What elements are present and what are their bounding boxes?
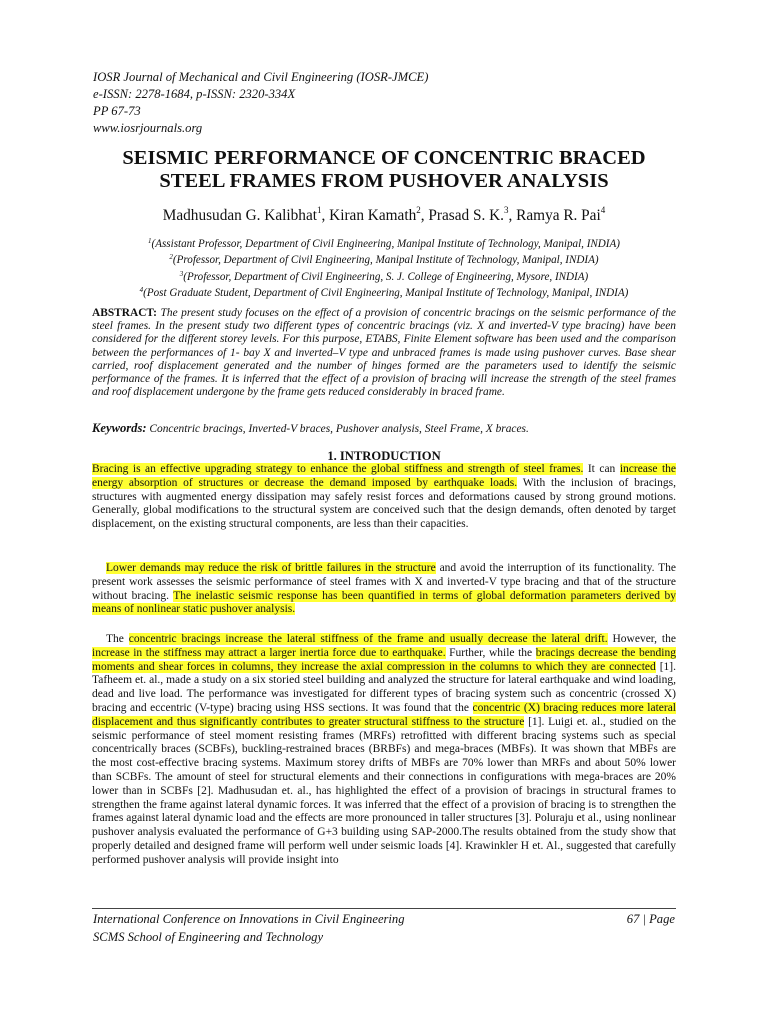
footer-institution: SCMS School of Engineering and Technology [93,930,324,944]
affiliation-mark: 4 [139,285,144,294]
affiliation-mark: 1 [148,237,152,245]
author-name: Kiran Kamath [329,207,417,224]
paragraph-text: It can [583,463,620,475]
highlighted-text: The inelastic seismic response has been quantified in terms of global deformation parameters derived by means of nonlinear static pushover analysis. [92,589,676,616]
footer-conference: International Conference on Innovations in Civil Engineering [93,912,405,926]
highlighted-text: concentric (X) bracing reduces more lateral displacement and thus significantly contributes to greater structural stiffness to the structure [92,701,676,728]
journal-website: www.iosrjournals.org [93,121,203,135]
intro-paragraph-3 [92,633,676,868]
affiliation-text: (Professor, Department of Civil Engineering, Manipal Institute of Technology, Manipal, INDIA) [172,254,599,267]
highlighted-text: concentric bracings increase the lateral stiffness of the frame and usually decrease the lateral drift. [128,633,608,645]
intro-paragraph-1 [92,463,676,532]
author-affiliation-mark: 1 [316,205,322,215]
paragraph-text: The [106,633,129,645]
section-heading: 1. INTRODUCTION [327,449,441,463]
author-separator: , [321,207,330,224]
affiliation-text: (Assistant Professor, Department of Civil Engineering, Manipal Institute of Technology, Manipal, INDIA) [151,238,620,250]
author-list [90,205,678,225]
paper-title [90,147,678,193]
journal-header [93,69,428,137]
author-affiliation-mark: 2 [416,205,421,215]
highlighted-text: Bracing is an effective upgrading strategy to enhance the global stiffness and strength of steel frames. [92,463,584,475]
paragraph-text: Further, while the [445,646,536,659]
abstract-text: The present study focuses on the effect of a provision of concentric bracings on the seismic performance of the steel frames. In the present study two different types of concentric bracings (viz. X and inverted-V type bracing) have been considered for the different storey levels. For this purpose, ETABS, Finite Element software has been used and the comparison between the performances of 1- bay X and inverted–V type and unbraced frames is made using pushover curves. Base shear carried, roof displacement generated and the number of hinges formed are the parameters used to identify the seismic performance of the frames. It is inferred that the effect of a provision of bracing will increase the strength of the steel frames and roof displacement undergone by the frame gets reduced considerably in braced frame. [92,307,676,399]
affiliation-mark: 3 [179,269,184,278]
paragraph-text: [1]. Tafheem et. al., made a study on a six storied steel building and analyzed the structure for lateral earthquake and wind loading, dead and live load. The performance was investigated for different types of bracing system such as concentric (crossed X) bracing and eccentric (V-type) bracing using HSS sections. It was found that the [92,660,676,714]
page-number: 67 | Page [626,912,675,926]
author-separator: , [508,207,517,224]
paragraph-text: However, the [607,633,676,645]
paragraph-text: [1]. Luigi et. al., studied on the seismic performance of steel moment resisting frames (MRFs) retrofitted with different bracing systems such as special concentrically braces (SCBFs), buckling-restrained braces (BRBFs) and mega-braces (MBFs). It was shown that MBFs are the most cost-effective bracing systems. Maximum storey drifts of MBFs are 70% lower than MRFs and about 50% lower than SCBFs. The amount of steel for structural elements and their connections in configurations with mega-braces are 20% lower than in SCBFs [2]. Madhusudan et. al., has highlighted the effect of a provision of bracings in structural frames to strengthen the frame against lateral dynamic forces. It was inferred that the effect of a provision of bracing is to strengthen the frames against lateral dynamic load and the effects are more pronounced in taller structures [3]. Poluraju et al., using nonlinear pushover analysis evaluated the performance of G+3 building using SAP-2000.The results obtained from the study show that properly detailed and designed frame will perform well under seismic loads [4]. Krawinkler H et. Al., suggested that carefully performed pushover analysis will provide insight into [92,715,676,866]
journal-issn: e-ISSN: 2278-1684, p-ISSN: 2320-334X [93,87,296,101]
abstract [92,307,676,399]
keywords [92,421,676,436]
affiliation-line [80,251,688,267]
affiliation-line [80,235,688,251]
author-name: Ramya R. Pai [516,207,601,224]
affiliation-text: (Professor, Department of Civil Engineering, S. J. College of Engineering, Mysore, INDIA) [183,270,589,283]
author-separator: , [420,207,429,224]
affiliation-line [80,268,688,284]
footer-left [93,910,405,946]
affiliation-line [80,284,688,300]
author-name: Madhusudan G. Kalibhat [162,207,317,224]
highlighted-text: increase the energy absorption of structures or decrease the demand imposed by earthquake loads. [92,463,677,489]
title-line-2: STEEL FRAMES FROM PUSHOVER ANALYSIS [159,170,609,192]
author-affiliation-mark: 4 [600,205,606,215]
paragraph-text: and avoid the interruption of its functionality. The present work assesses the seismic performance of steel frames with X and inverted-V type bracing and that of the structure without bracing. [92,562,676,602]
intro-paragraph-2 [92,562,676,617]
title-line-1: SEISMIC PERFORMANCE OF CONCENTRIC BRACED [122,147,646,169]
paragraph-text: With the inclusion of bracings, structures with augmented energy dissipation may safely resist forces and deformations caused by strong ground motions. Generally, global modifications to the structural system are conceived such that the design demands, often denoted by target displacement, on the existing structural components, are less than their capacities. [92,476,676,531]
affiliation-text: (Post Graduate Student, Department of Civil Engineering, Manipal Institute of Technology, Manipal, INDIA) [143,286,629,299]
author-affiliation-mark: 3 [504,205,509,215]
highlighted-text: Lower demands may reduce the risk of brittle failures in the structure [106,562,436,574]
author-name: Prasad S. K. [428,207,505,224]
journal-name: IOSR Journal of Mechanical and Civil Engineering (IOSR-JMCE) [93,70,429,84]
highlighted-text: bracings decrease the bending moments and shear forces in columns, they increase the axial compression in the columns to which they are connected [92,646,676,673]
keywords-label: Keywords: [92,421,147,435]
highlighted-text: increase in the stiffness may attract a larger inertia force due to earthquake. [92,646,446,659]
page-range: PP 67-73 [93,104,141,118]
footer-divider [92,908,676,909]
keywords-text: Concentric bracings, Inverted-V braces, Pushover analysis, Steel Frame, X braces. [146,423,529,435]
affiliation-list [80,235,688,300]
abstract-label: ABSTRACT: [92,307,157,319]
affiliation-mark: 2 [169,253,173,262]
